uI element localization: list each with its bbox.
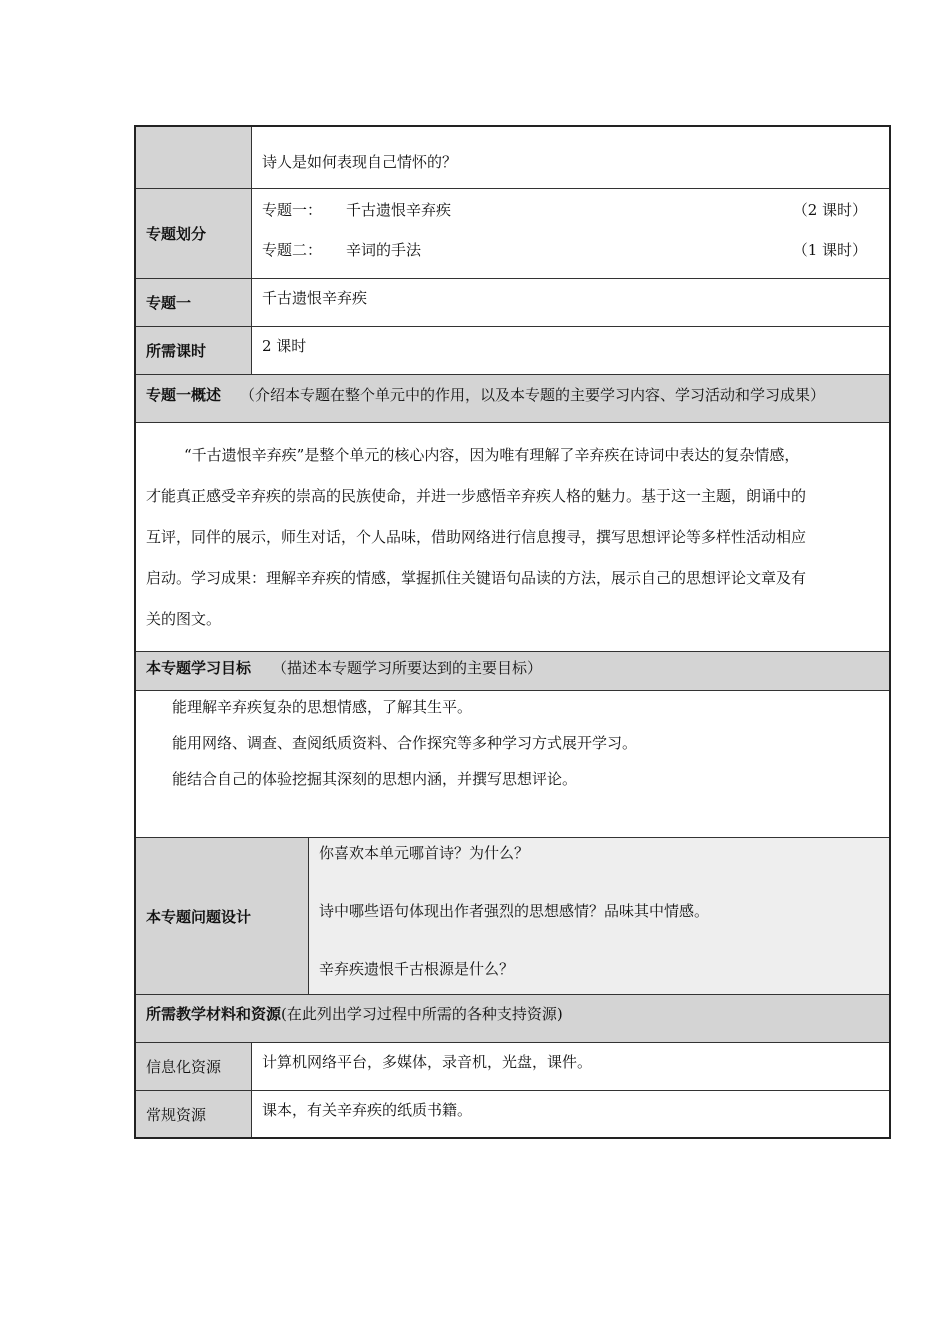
row-topic-division (136, 189, 889, 279)
row-topic-one (136, 279, 889, 327)
topic-one-label: 专题一 (146, 294, 192, 312)
row-goals-body (136, 691, 889, 838)
topic-division-label: 专题划分 (146, 225, 207, 243)
topic-division-label-cell (136, 189, 252, 278)
overview-line-2: 才能真正感受辛弃疾的崇高的民族使命，并进一步感悟辛弃疾人格的魅力。基于这一主题，朗诵中的 (146, 487, 807, 505)
question-item-2: 诗中哪些语句体现出作者强烈的思想感情？品味其中情感。 (319, 902, 710, 920)
topic-item-2-title: 辛词的手法 (346, 241, 422, 259)
topic-item-1-name: 专题一： (262, 201, 323, 219)
row-question-value-cell (252, 127, 889, 188)
overview-note: （介绍本专题在整个单元中的作用，以及本专题的主要学习内容、学习活动和学习成果） (240, 386, 826, 404)
row-info-resources (136, 1043, 889, 1091)
question-item-1: 你喜欢本单元哪首诗？为什么？ (319, 844, 530, 862)
goal-item-1: 能理解辛弃疾复杂的思想情感，了解其生平。 (172, 698, 473, 716)
topic-one-label-cell (136, 279, 252, 326)
hours-needed-value: 2 课时 (262, 337, 307, 355)
overview-paragraph (146, 435, 881, 640)
info-resources-value: 计算机网络平台，多媒体，录音机，光盘，课件。 (262, 1053, 593, 1071)
goal-item-2: 能用网络、调查、查阅纸质资料、合作探究等多种学习方式展开学习。 (172, 734, 638, 752)
row-regular-resources (136, 1091, 889, 1137)
row-overview-body (136, 423, 889, 652)
topic-item-2-hours: （1 课时） (792, 241, 867, 259)
overview-line-3: 互评，同伴的展示，师生对话，个人品味，借助网络进行信息搜寻，撰写思想评论等多样性活动相应 (146, 528, 807, 546)
info-resources-value-cell (252, 1043, 889, 1090)
materials-header-text (146, 1003, 563, 1024)
questions-label-cell (136, 838, 309, 994)
overview-line-5: 关的图文。 (146, 610, 222, 628)
row-materials-header (136, 995, 889, 1043)
topic-one-value: 千古遗恨辛弃疾 (262, 289, 368, 307)
materials-label: 所需教学材料和资源 (146, 1005, 282, 1023)
hours-needed-value-cell (252, 327, 889, 374)
topic-item-1-hours: （2 课时） (792, 201, 867, 219)
overview-label: 专题一概述 (146, 386, 222, 404)
topic-division-value-cell (252, 189, 889, 278)
row-question-design (136, 838, 889, 995)
row-hours-needed (136, 327, 889, 375)
row-question (136, 127, 889, 189)
regular-resources-value: 课本，有关辛弃疾的纸质书籍。 (262, 1101, 473, 1119)
goal-item-3: 能结合自己的体验挖掘其深刻的思想内涵，并撰写思想评论。 (172, 770, 578, 788)
questions-value-cell (309, 838, 889, 994)
topic-item-1-title: 千古遗恨辛弃疾 (346, 201, 452, 219)
questions-label: 本专题问题设计 (146, 907, 252, 926)
hours-needed-label: 所需课时 (146, 342, 207, 360)
topic-item-2-name: 专题二： (262, 241, 323, 259)
row-goals-header (136, 652, 889, 691)
info-resources-label: 信息化资源 (146, 1058, 222, 1076)
topic-one-value-cell (252, 279, 889, 326)
row-question-text: 诗人是如何表现自己情怀的？ (262, 153, 458, 171)
row-overview-header (136, 375, 889, 423)
materials-note: (在此列出学习过程中所需的各种支持资源) (281, 1005, 563, 1023)
overview-line-1: “千古遗恨辛弃疾”是整个单元的核心内容，因为唯有理解了辛弃疾在诗词中表达的复杂情感， (184, 446, 800, 464)
lesson-plan-table (134, 125, 891, 1139)
goals-note: （描述本专题学习所要达到的主要目标） (272, 659, 543, 677)
question-item-3: 辛弃疾遗恨千古根源是什么？ (319, 960, 515, 978)
info-resources-label-cell (136, 1043, 252, 1090)
hours-needed-label-cell (136, 327, 252, 374)
row-question-label-cell (136, 127, 252, 188)
goals-label: 本专题学习目标 (146, 659, 252, 677)
regular-resources-label: 常规资源 (146, 1105, 207, 1124)
overview-line-4: 启动。学习成果：理解辛弃疾的情感，掌握抓住关键语句品读的方法，展示自己的思想评论文章及有 (146, 569, 807, 587)
regular-resources-value-cell (252, 1091, 889, 1137)
regular-resources-label-cell (136, 1091, 252, 1137)
